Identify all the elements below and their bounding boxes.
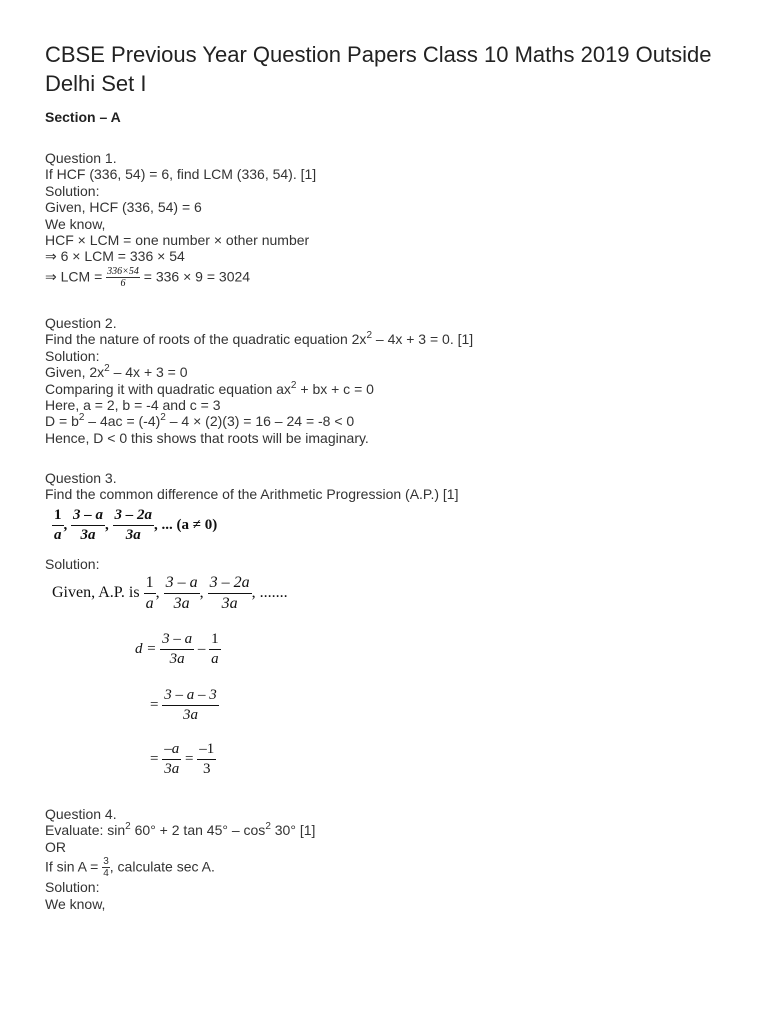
question-1 <box>45 150 316 289</box>
q4-alt-question: If sin A = $\frac{3}{4}$ , calculate sec A. <box>45 856 215 880</box>
q2-line: Hence, D < 0 this shows that roots will be imaginary. <box>45 429 369 446</box>
q4-question: Evaluate: $\sin^2 60^\circ + 2$ $\tan 45^\circ - \cos^2 30^\circ$ [1] <box>45 821 316 839</box>
fraction-denominator: 6 <box>120 277 126 289</box>
q2-question: Find the nature of roots of the quadratic equation $2x^2 - 4x + 3 = 0$. [1] <box>45 330 474 348</box>
q4-heading: Question 4. <box>45 806 117 822</box>
q1-line <box>45 267 316 289</box>
q3-ap-terms: $\frac{1}{a}$ , $\frac{3 - a}{3a}$ , $\frac{3 - 2a}{3a}$ , ... (a ≠ 0) <box>54 507 218 543</box>
q1-fraction <box>106 267 140 289</box>
fraction-numerator: 336×54 <box>107 265 139 277</box>
q1-line: ⇒ 6 × LCM = 336 × 54 <box>45 248 185 265</box>
q3-heading: Question 3. <box>45 470 117 486</box>
q2-line: Comparing it with quadratic equation $ax^2$ + bx + c = 0 <box>45 379 374 397</box>
question-3 <box>45 470 458 503</box>
q4-solution-label: Solution: <box>45 879 100 896</box>
q3-solution <box>45 556 99 572</box>
q3-step-2: = $\frac{3 - a - 3}{3a}$ <box>150 687 217 723</box>
q1-lcm-prefix: ⇒ LCM = <box>45 268 103 285</box>
q1-lcm-result: = 336 × 9 = 3024 <box>143 268 251 285</box>
section-heading: Section – A <box>45 109 121 125</box>
q3-solution-label: Solution: <box>45 556 100 572</box>
q3-step-1: d = $\frac{3 - a}{3a}$ – $\frac{1}{a}$ <box>135 631 219 667</box>
ap-term-1: $\frac{1}{a}$ <box>54 507 62 543</box>
q4-or: OR <box>45 838 66 855</box>
question-2 <box>45 315 473 446</box>
q2-line: $D = b^2 - 4ac = (-4)^2 - 4 \times (2)(3) = 16 - 24 = -8 < 0$ <box>45 412 355 430</box>
given-term-3: $\frac{3 - 2a}{3a}$ <box>209 574 250 612</box>
q1-question: If HCF (336, 54) = 6, find LCM (336, 54). [1] <box>45 166 317 183</box>
q2-heading: Question 2. <box>45 315 117 331</box>
given-term-1: $\frac{1}{a}$ <box>145 574 154 612</box>
q1-line: Given, HCF (336, 54) = 6 <box>45 199 202 216</box>
q3-question: Find the common difference of the Arithmetic Progression (A.P.) [1] <box>45 486 459 503</box>
q1-line: We know, <box>45 215 106 232</box>
q3-given-line: Given, A.P. is $\frac{1}{a}$ , $\frac{3 - a}{3a}$ , $\frac{3 - 2a}{3a}$ , ....... <box>52 574 288 612</box>
q1-heading: Question 1. <box>45 150 117 166</box>
q2-line: Here, a = 2, b = -4 and c = 3 <box>45 397 221 414</box>
q4-fraction: $\frac{3}{4}$ <box>103 856 109 880</box>
ap-term-2: $\frac{3 - a}{3a}$ <box>73 507 103 543</box>
ap-term-3: $\frac{3 - 2a}{3a}$ <box>114 507 152 543</box>
question-4 <box>45 806 315 912</box>
q2-line: Given, $2x^2 - 4x + 3 = 0$ <box>45 363 188 381</box>
q4-line: We know, <box>45 895 106 912</box>
q1-solution-label: Solution: <box>45 182 100 199</box>
page-title: CBSE Previous Year Question Papers Class 10 Maths 2019 Outside Delhi Set I <box>45 42 712 96</box>
given-term-2: $\frac{3 - a}{3a}$ <box>165 574 198 612</box>
ap-tail: , ... (a ≠ 0) <box>154 516 218 533</box>
q3-step-3: = $\frac{-a}{3a}$ = $\frac{-1}{3}$ <box>150 741 215 777</box>
q1-line: HCF × LCM = one number × other number <box>45 232 310 249</box>
q2-solution-label: Solution: <box>45 347 100 364</box>
